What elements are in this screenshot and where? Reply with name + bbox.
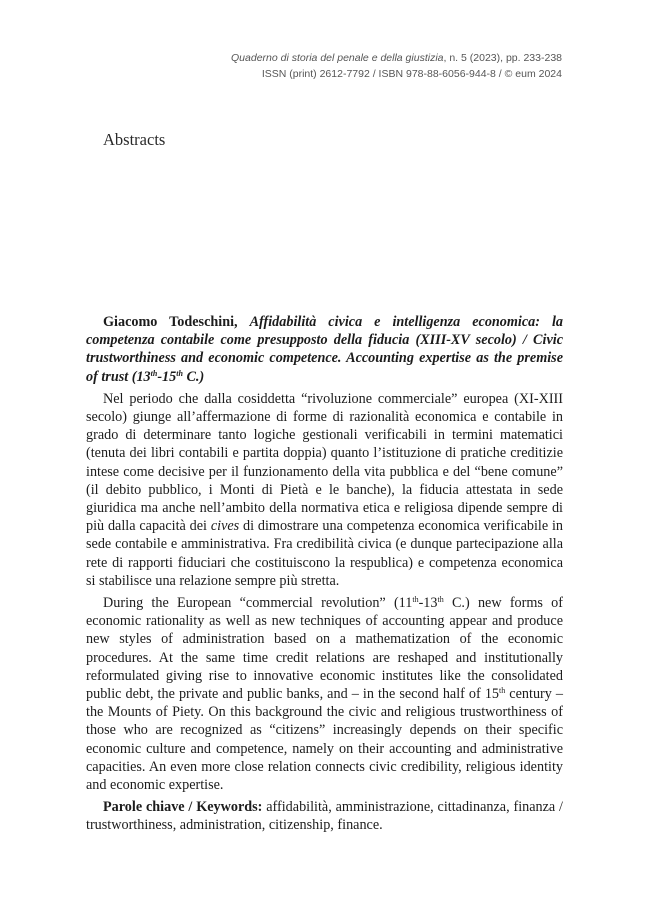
author-name: Giacomo Todeschini — [103, 314, 235, 330]
abstract-english: During the European “commercial revolution” (11th-13th C.) new forms of economic rationality as well as new techniques of accounting appear and produce new styles of administration based on a mathematization of the economic procedures. At the same time credit relations are reshaped and institutionally reformulated giving rise to innovative economic institutes like the consolidated public debt, the private and public banks, and – in the second half of 15th century – the Mounts of Piety. On this background the civic and religious trustworthiness of those who are recognized as “citizens” increasingly depends on their specific economic culture and competence, namely on their accounting and administrative capacities. An even more close relation connects civic credibility, religious identity and economic expertise. — [86, 595, 564, 794]
journal-title: Quaderno di storia del penale e della giustizia — [231, 52, 444, 64]
article-title: Affidabilità civica e intelligenza economica: la competenza contabile come presupposto della fiducia (XIII-XV secolo) / Civic trustworthiness and economic competence. Accounting expertise as the premise of trust (13th-15th C.) — [86, 314, 564, 385]
keywords-label: Parole chiave / Keywords: — [103, 799, 263, 816]
keywords-list: affidabilità, amministrazione, cittadinanza, finanza / trustworthiness, administration, citizenship, finance. — [86, 799, 563, 834]
keywords — [86, 798, 563, 834]
journal-issue: , n. 5 (2023), pp. 233-238 — [443, 52, 562, 64]
issn-line: ISSN (print) 2612-7792 / ISBN 978-88-6056-944-8 / © eum 2024 — [261, 68, 562, 80]
running-head — [231, 50, 562, 82]
article-heading: Giacomo Todeschini, Affidabilità civica e intelligenza economica: la competenza contabile come presupposto della fiducia (XIII-XV secolo) / Civic trustworthiness and economic competence. Accounting expertise as the premise of trust (13th-15th C.) — [86, 314, 564, 385]
abstract-italian: Nel periodo che dalla cosiddetta “rivoluzione commerciale” europea (XI-XIII secolo) giunge all’affermazione di forme di razionalità economica e contabile in grado di determinare tanto logiche gestionali verificabili in termini matematici (tenuta dei libri contabili e partita doppia) quanto l’istituzione di pratiche creditizie intese come decisive per il funzionamento della vita pubblica e del “bene comune” (il debito pubblico, i Monti di Pietà e le banche), la fiducia attestata in sede giuridica ma anche nell’ambito della normativa etica e religiosa dipende sempre di più dalla capacità dei cives di dimostrare una competenza economica verificabile in sede contabile e amministrativa. Fra credibilità civica (e dunque partecipazione alla rete di rapporti fiduciari che costituiscono la respublica) e competenza economica si stabilisce una relazione sempre più stretta. — [86, 390, 564, 589]
abstract-block — [86, 313, 563, 839]
journal-citation — [231, 50, 562, 66]
section-title: Abstracts — [103, 130, 166, 149]
